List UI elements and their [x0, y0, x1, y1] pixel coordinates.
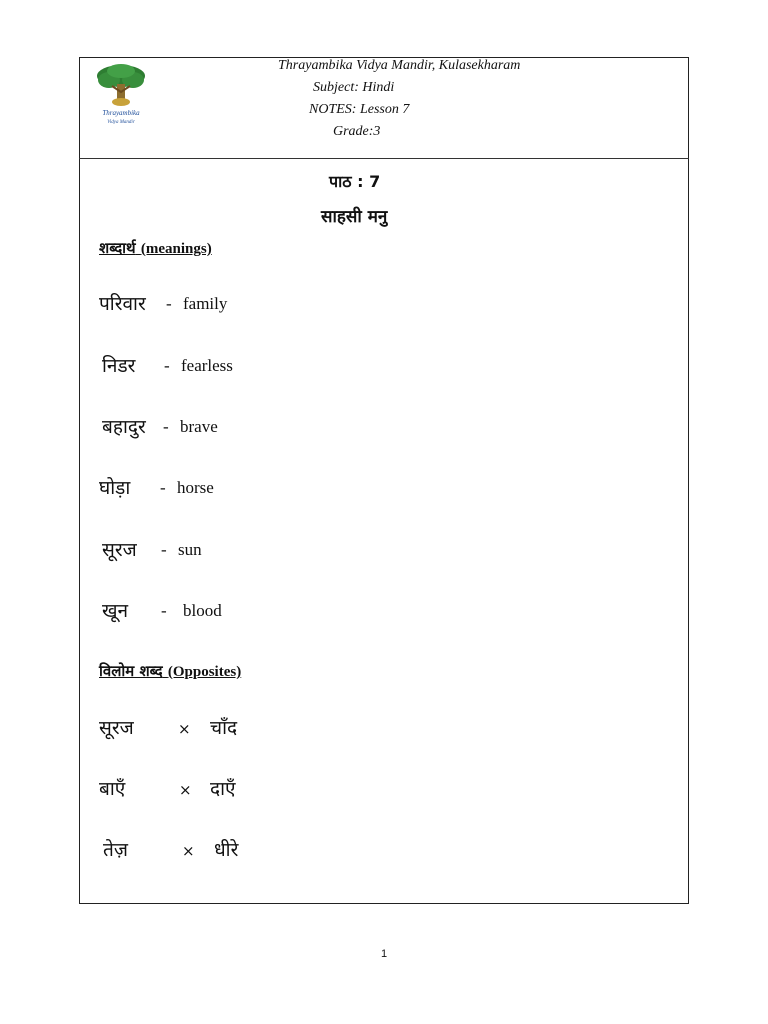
english-meaning: horse: [177, 478, 214, 497]
meanings-heading-english: (meanings): [140, 241, 212, 257]
opposites-heading: [99, 661, 241, 681]
cross-separator: ×: [178, 720, 191, 738]
list-item: [0, 714, 768, 744]
english-meaning: brave: [180, 417, 218, 436]
logo-text: Thrayambika: [102, 109, 140, 117]
hindi-word: घोड़ा: [99, 477, 131, 499]
separator: -: [163, 417, 169, 436]
english-meaning: blood: [183, 601, 222, 620]
opposites-heading-english: (Opposites): [167, 664, 242, 680]
notes-line: NOTES: Lesson 7: [309, 102, 410, 117]
english-meaning: family: [183, 294, 228, 313]
list-item: [0, 413, 768, 443]
english-meaning: fearless: [181, 356, 233, 375]
list-item: [0, 597, 768, 627]
svg-text:Vidya Mandir: Vidya Mandir: [107, 120, 135, 125]
school-name: Thrayambika Vidya Mandir, Kulasekharam: [278, 58, 521, 73]
cross-separator: ×: [179, 781, 192, 799]
hindi-word: बहादुर: [102, 416, 146, 438]
page-number: 1: [380, 948, 388, 960]
lesson-number: पाठ : 7: [329, 172, 381, 191]
word: बाएँ: [99, 778, 126, 800]
separator: -: [160, 478, 166, 497]
english-meaning: sun: [178, 540, 202, 559]
opposite-word: दाएँ: [210, 778, 236, 800]
separator: -: [166, 294, 172, 313]
meanings-heading-hindi: शब्दार्थ: [99, 239, 136, 257]
list-item: [0, 474, 768, 504]
opposite-word: चाँद: [210, 717, 238, 739]
meanings-heading: [99, 238, 212, 258]
hindi-word: निडर: [102, 355, 136, 377]
list-item: [0, 352, 768, 382]
lesson-title: साहसी मनु: [321, 207, 388, 227]
word: तेज़: [103, 839, 128, 861]
grade-line: Grade:3: [333, 124, 381, 139]
word: सूरज: [99, 717, 134, 739]
opposite-word: धीरे: [214, 839, 239, 861]
separator: -: [161, 601, 167, 620]
hindi-word: खून: [102, 600, 129, 622]
list-item: [0, 290, 768, 320]
opposites-heading-hindi: विलोम शब्द: [99, 662, 163, 680]
list-item: [0, 836, 768, 866]
hindi-word: परिवार: [99, 293, 146, 315]
header-divider: [79, 158, 689, 159]
list-item: [0, 536, 768, 566]
separator: -: [161, 540, 167, 559]
hindi-word: सूरज: [102, 539, 137, 561]
cross-separator: ×: [182, 842, 195, 860]
list-item: [0, 775, 768, 805]
school-logo: [95, 62, 147, 128]
separator: -: [164, 356, 170, 375]
subject-line: Subject: Hindi: [313, 80, 395, 95]
